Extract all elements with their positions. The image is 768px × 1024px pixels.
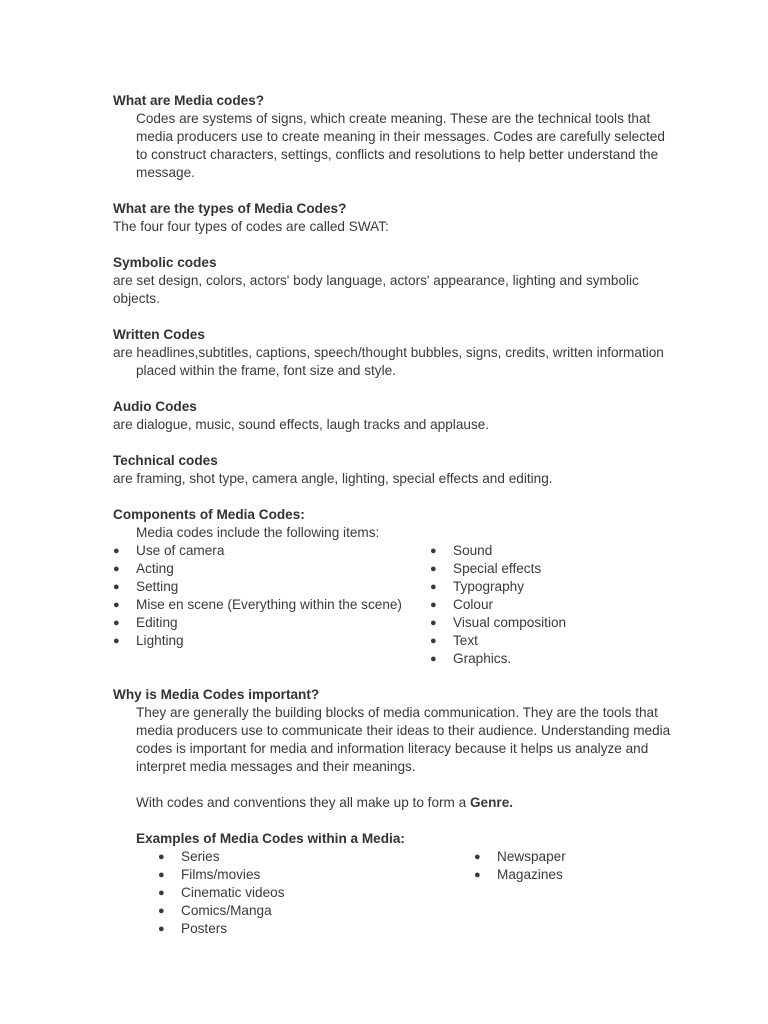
paragraph-technical-codes: are framing, shot type, camera angle, lighting, special effects and editing. — [113, 471, 553, 486]
list-item — [158, 902, 474, 920]
list-item-text: Magazines — [497, 867, 563, 882]
list-item — [430, 542, 678, 560]
paragraph-why-important: They are generally the building blocks of media communication. They are the tools that media producers use to communicate their ideas to their audience. Understanding media codes is important for media and information literacy because it helps us analyze and interpret media messages and their meanings. — [136, 705, 671, 774]
list-item — [113, 578, 430, 596]
list-item — [430, 596, 678, 614]
list-item — [113, 632, 430, 650]
list-item — [158, 848, 474, 866]
bullet-icon: ● — [113, 545, 120, 557]
bullet-icon: ● — [158, 887, 165, 899]
list-item-text: Visual composition — [453, 615, 567, 630]
list-item-text: Graphics. — [453, 651, 512, 666]
heading-written-codes: Written Codes — [113, 327, 205, 342]
list-item-text: Mise en scene (Everything within the scene) — [136, 597, 402, 612]
heading-what-are-media-codes: What are Media codes? — [113, 93, 265, 108]
list-item — [113, 542, 430, 560]
list-item — [113, 614, 430, 632]
bullet-icon: ● — [158, 905, 165, 917]
bullet-icon: ● — [113, 635, 120, 647]
genre-word: Genre. — [469, 795, 514, 810]
list-item-text: Editing — [136, 615, 178, 630]
bullet-icon: ● — [474, 851, 481, 863]
bullet-icon: ● — [158, 869, 165, 881]
examples-list-right — [474, 848, 678, 938]
list-item-text: Lighting — [136, 633, 184, 648]
list-item-text: Comics/Manga — [181, 903, 272, 918]
list-item — [113, 596, 430, 614]
heading-technical-codes: Technical codes — [113, 453, 218, 468]
paragraph-genre — [113, 794, 678, 812]
bullet-icon: ● — [158, 851, 165, 863]
bullet-icon: ● — [430, 617, 437, 629]
list-item-text: Posters — [181, 921, 228, 936]
bullet-icon: ● — [430, 581, 437, 593]
list-item-text: Text — [453, 633, 478, 648]
bullet-icon: ● — [430, 545, 437, 557]
paragraph-types-of-media-codes: The four four types of codes are called SWAT: — [113, 219, 389, 234]
list-item — [430, 650, 678, 668]
examples-lists — [113, 848, 678, 938]
list-item — [158, 920, 474, 938]
bullet-icon: ● — [430, 599, 437, 611]
bullet-icon: ● — [430, 653, 437, 665]
paragraph-audio-codes: are dialogue, music, sound effects, laugh tracks and applause. — [113, 417, 490, 432]
list-item-text: Newspaper — [497, 849, 566, 864]
list-item — [430, 614, 678, 632]
heading-components: Components of Media Codes: — [113, 507, 305, 522]
heading-symbolic-codes: Symbolic codes — [113, 255, 217, 270]
heading-why-important: Why is Media Codes important? — [113, 687, 320, 702]
heading-types-of-media-codes: What are the types of Media Codes? — [113, 201, 347, 216]
bullet-icon: ● — [113, 581, 120, 593]
components-list-right — [430, 542, 678, 668]
list-item-text: Use of camera — [136, 543, 225, 558]
document-page — [113, 92, 678, 938]
bullet-icon: ● — [430, 635, 437, 647]
list-item — [430, 578, 678, 596]
paragraph-what-are-media-codes: Codes are systems of signs, which create meaning. These are the technical tools that media producers use to create meaning in their messages. Codes are carefully selected to construct characters, settings, conflicts and resolutions to help better understand the message. — [136, 111, 665, 180]
list-item — [158, 866, 474, 884]
list-item — [113, 560, 430, 578]
examples-list-left — [158, 848, 474, 938]
list-item — [430, 560, 678, 578]
list-item — [474, 866, 678, 884]
list-item-text: Typography — [453, 579, 525, 594]
bullet-icon: ● — [113, 563, 120, 575]
genre-prefix: With codes and conventions they all make up to form a — [136, 795, 470, 810]
heading-audio-codes: Audio Codes — [113, 399, 197, 414]
list-item-text: Special effects — [453, 561, 542, 576]
bullet-icon: ● — [113, 599, 120, 611]
list-item-text: Cinematic videos — [181, 885, 285, 900]
bullet-icon: ● — [430, 563, 437, 575]
list-item-text: Series — [181, 849, 220, 864]
bullet-icon: ● — [474, 869, 481, 881]
components-list-left — [113, 542, 430, 668]
components-lists — [113, 542, 678, 668]
list-item — [430, 632, 678, 650]
heading-examples: Examples of Media Codes within a Media: — [136, 831, 405, 846]
list-item-text: Films/movies — [181, 867, 261, 882]
bullet-icon: ● — [113, 617, 120, 629]
components-intro: Media codes include the following items: — [136, 525, 380, 540]
list-item-text: Acting — [136, 561, 174, 576]
list-item — [158, 884, 474, 902]
list-item-text: Setting — [136, 579, 179, 594]
paragraph-written-codes: are headlines,subtitles, captions, speech/thought bubbles, signs, credits, written information placed within the frame, font size and style. — [113, 345, 664, 378]
list-item — [474, 848, 678, 866]
paragraph-symbolic-codes: are set design, colors, actors' body language, actors' appearance, lighting and symbolic objects. — [113, 273, 639, 306]
list-item-text: Sound — [453, 543, 493, 558]
bullet-icon: ● — [158, 923, 165, 935]
list-item-text: Colour — [453, 597, 494, 612]
